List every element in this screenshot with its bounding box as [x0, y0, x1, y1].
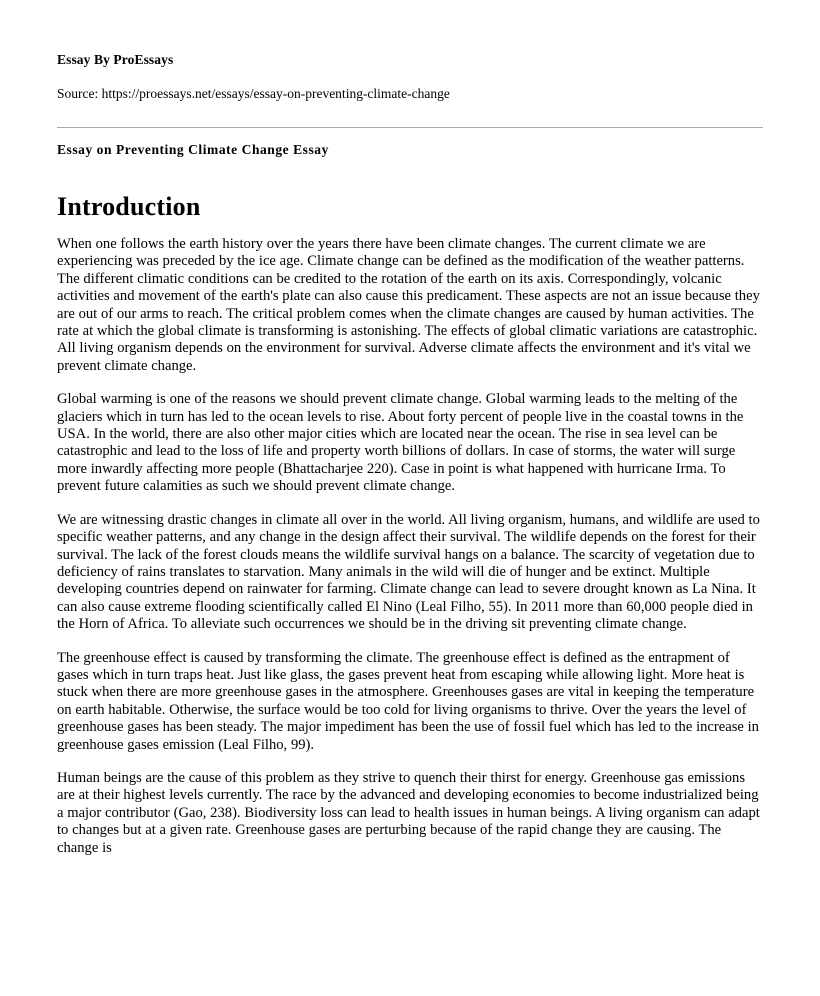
site-name: Essay By ProEssays — [57, 52, 174, 67]
document-title: Essay on Preventing Climate Change Essay — [57, 142, 329, 157]
article-body — [57, 192, 765, 857]
article-paragraph: The greenhouse effect is caused by transforming the climate. The greenhouse effect is defined as the entrapment of gases which in turn traps heat. Just like glass, the gases prevent heat from escaping while allowing light. More heat is stuck when there are more greenhouse gases in the atmosphere. Greenhouses gases are vital in keeping the temperature on earth habitable. Otherwise, the surface would be too cold for living organisms to thrive. Over the years the level of greenhouse gases has been steady. The major impediment has been the use of fossil fuel which has led to the increase in greenhouse gases emission (Leal Filho, 99). — [57, 649, 759, 753]
article-paragraph: Human beings are the cause of this problem as they strive to quench their thirst for energy. Greenhouse gas emissions are at their highest levels currently. The race by the advanced and developing economies to become industrialized being a major contributor (Gao, 238). Biodiversity loss can lead to health issues in human beings. A living organism can adapt to changes but at a given rate. Greenhouse gases are perturbing because of the rapid change they are causing. The change is — [57, 769, 760, 856]
article-paragraph: We are witnessing drastic changes in climate all over in the world. All living organism, humans, and wildlife are used to specific weather patterns, and any change in the design affect their survival. The wildlife depends on the forest for their survival. The lack of the forest clouds means the wildlife survival hangs on a balance. The scarcity of vegetation due to deficiency of rains translates to starvation. Many animals in the wild will die of hunger and be extinct. Multiple developing countries depend on rainwater for farming. Climate change can lead to severe drought known as La Nina. It can also cause extreme flooding scientifically called El Nino (Leal Filho, 55). In 2011 more than 60,000 people died in the Horn of Africa. To alleviate such occurrences we should be in the driving sit preventing climate change. — [57, 511, 760, 633]
section-heading-introduction: Introduction — [57, 192, 201, 221]
header-divider — [57, 127, 763, 128]
source-url-line: Source: https://proessays.net/essays/essay-on-preventing-climate-change — [57, 86, 450, 101]
article-paragraph: Global warming is one of the reasons we should prevent climate change. Global warming leads to the melting of the glaciers which in turn has led to the ocean levels to rise. About forty percent of people live in the coastal towns in the USA. In the world, there are also other major cities which are located near the ocean. The rise in sea level can be catastrophic and lead to the loss of life and property worth billions of dollars. In case of storms, the water will surge more inwardly affecting more people (Bhattacharjee 220). Case in point is what happened with hurricane Irma. To prevent future calamities as such we should prevent climate change. — [57, 391, 744, 495]
article-paragraph: When one follows the earth history over the years there have been climate changes. The current climate we are experiencing was preceded by the ice age. Climate change can be defined as the modification of the weather patterns. The different climatic conditions can be credited to the rotation of the earth on its axis. Correspondingly, volcanic activities and movement of the earth's plate can also cause this predicament. These aspects are not an issue because they are out of our arms to reach. The critical problem comes when the climate changes are caused by human activities. The rate at which the global climate is transforming is astonishing. The effects of global climatic variations are catastrophic. All living organism depends on the environment for survival. Adverse climate affects the environment and it's vital we prevent climate change. — [57, 236, 760, 374]
